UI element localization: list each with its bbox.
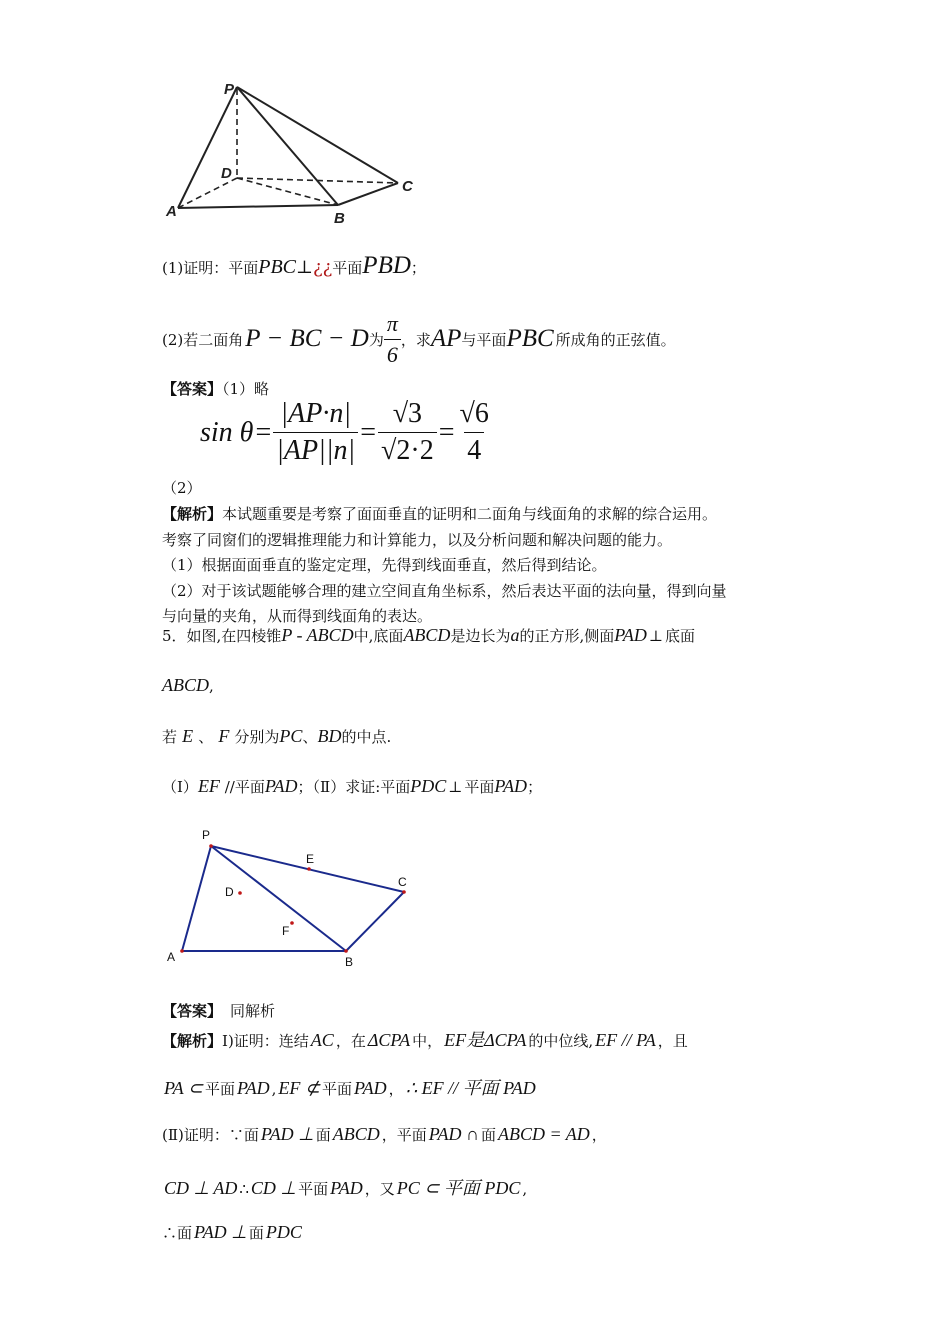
analysis-2-segment: CD ⊥ AD <box>164 1178 238 1198</box>
q2-dihedral-angle: P − BC − D <box>245 325 369 352</box>
problem-5-line-2 <box>162 675 214 703</box>
analysis-2-segment: EF // PA <box>595 1030 656 1050</box>
edge-pa <box>178 87 237 208</box>
analysis-label: 【解析】 <box>162 505 223 523</box>
analysis-2-segment: ∴面 <box>162 1224 193 1242</box>
p5-text: 的正方形,侧面 <box>519 627 615 645</box>
p5-text: 底面 <box>665 627 696 645</box>
q2-plane: PBC <box>506 325 554 352</box>
p5-text: 、 <box>302 728 318 746</box>
p5-text: 平面 <box>464 778 495 796</box>
analysis-1-line: 本试题重要是考察了面面垂直的证明和二面角与线面角的求解的综合运用。 <box>222 505 718 523</box>
analysis-2-segment: 面 <box>248 1224 264 1242</box>
analysis-2-segment: PAD <box>236 1078 270 1098</box>
q2-suffix: 所成角的正弦值。 <box>555 330 676 349</box>
analysis-1-line: 考察了同窗们的逻辑推理能力和计算能力，以及分析问题和解决问题的能力。 <box>162 530 673 549</box>
analysis-2-segment: PDC <box>265 1222 302 1242</box>
label-p: P <box>224 81 235 98</box>
answer-2-formula <box>200 398 492 467</box>
analysis-2-segment: 中， <box>412 1032 443 1050</box>
formula-frac-2 <box>378 398 437 467</box>
p5-text: 中,底面 <box>353 627 404 645</box>
p5-text: 是边长为 <box>450 627 511 645</box>
q2-yu: 与平面 <box>461 330 507 349</box>
analysis-2-segment: 平面 <box>298 1180 329 1198</box>
analysis-1-line: （1）根据面面垂直的鉴定定理，先得到线面垂直，然后得到结论。 <box>162 556 607 574</box>
analysis-2-row-1 <box>162 1026 688 1054</box>
analysis-2-segment: AC <box>310 1030 334 1050</box>
pyramid-figure-2 <box>160 822 420 972</box>
analysis-2-row-2 <box>162 1074 538 1102</box>
frac2-den: √2·2 <box>378 432 437 467</box>
p5-side: a <box>510 625 520 645</box>
pyramid-figure-1 <box>160 75 430 230</box>
edge-db <box>237 178 338 205</box>
point-c <box>402 890 406 894</box>
p5-text: ； <box>527 778 543 796</box>
analysis-2-segment: ， <box>388 1080 404 1098</box>
formula-eq-1: = <box>255 416 272 448</box>
analysis-2-segment: ，平面 <box>381 1126 427 1144</box>
p5-base: ABCD <box>403 625 451 645</box>
p5-pad: PAD <box>494 776 528 796</box>
analysis-2-row-5 <box>162 1222 304 1250</box>
analysis-2-segment: ，在 <box>335 1032 366 1050</box>
p5-text: 分别为 <box>234 728 280 746</box>
analysis-2-segment: ， <box>591 1126 607 1144</box>
edge-bc <box>346 892 404 951</box>
label-p: P <box>202 828 211 842</box>
label-c: C <box>398 875 407 889</box>
analysis-2-segment: PC ⊂ 平面 PDC <box>396 1178 521 1198</box>
p5-text: ；（Ⅱ）求证:平面 <box>297 778 411 796</box>
analysis-2-segment: PAD ⊥ <box>260 1124 314 1144</box>
answer-3-text: 同解析 <box>230 1002 276 1020</box>
point-p <box>209 844 213 848</box>
parallel-symbol: // <box>219 778 235 796</box>
q1-prefix: (1)证明：平面 <box>162 259 259 277</box>
q1-plane2: PBD <box>362 252 411 279</box>
analysis-2-row-4 <box>162 1174 527 1202</box>
frac3-den: 4 <box>464 432 484 467</box>
analysis-2-segment: (Ⅱ)证明：∵面 <box>162 1126 259 1144</box>
p5-pad: PAD <box>264 776 298 796</box>
analysis-2-segment: 的中位线, <box>528 1032 594 1050</box>
analysis-2-row-3 <box>162 1124 607 1152</box>
label-a: A <box>166 203 177 220</box>
edge-pc <box>237 87 398 183</box>
analysis-label: 【解析】 <box>162 1032 223 1050</box>
q2-frac-num: π <box>386 310 398 336</box>
analysis-2-segment: ΔCPA <box>367 1030 411 1050</box>
analysis-1-line: （2）对于该试题能够合理的建立空间直角坐标系，然后表达平面的法向量，得到向量 <box>162 581 727 600</box>
label-d: D <box>225 885 234 899</box>
answer-3 <box>162 1000 275 1021</box>
problem-5-line-3 <box>162 726 391 754</box>
p5-text: 的中点. <box>341 728 392 746</box>
edge-pa <box>182 846 211 951</box>
p5-text: , <box>209 677 214 695</box>
p5-text: 、 <box>198 728 214 746</box>
analysis-2-segment: EF是ΔCPA <box>444 1030 527 1050</box>
label-b: B <box>334 210 345 227</box>
analysis-2-segment: 平面 <box>204 1080 235 1098</box>
q2-frac-den: 6 <box>384 339 401 368</box>
analysis-2-segment: , <box>271 1080 277 1098</box>
q1-suffix: ； <box>410 259 426 277</box>
p5-text: 平面 <box>234 778 265 796</box>
p5-text: （Ⅰ） <box>162 778 198 796</box>
p5-ef: EF <box>197 776 220 796</box>
formula-eq-3: = <box>438 416 455 448</box>
p5-text: 5．如图,在四棱锥 <box>162 627 282 645</box>
analysis-2-segment: ∴ <box>239 1180 249 1198</box>
formula-frac-3 <box>457 398 492 467</box>
label-d: D <box>221 165 232 182</box>
perp-symbol: ⊥ <box>296 257 313 278</box>
question-2 <box>162 304 676 374</box>
point-f <box>290 921 294 925</box>
p5-base: ABCD <box>162 675 209 695</box>
q2-prefix: (2)若二面角 <box>162 330 244 349</box>
analysis-2-segment: PAD ⊥ <box>194 1222 247 1242</box>
p5-segment-bd: BD <box>317 726 342 746</box>
label-b: B <box>345 955 354 969</box>
analysis-2-segment: ∴ EF // 平面 PAD <box>405 1078 536 1098</box>
analysis-2-segment: Ⅰ)证明：连结 <box>222 1032 309 1050</box>
analysis-1-line: 与向量的夹角，从而得到线面角的表达。 <box>162 607 433 625</box>
frac3-num: √6 <box>459 398 489 429</box>
problem-5-line-4 <box>162 776 542 804</box>
analysis-2-segment: ，且 <box>657 1032 688 1050</box>
edge-pb <box>237 87 338 205</box>
formula-eq-2: = <box>360 416 377 448</box>
analysis-2-segment: ，又 <box>364 1180 395 1198</box>
analysis-2-segment: CD ⊥ <box>250 1178 297 1198</box>
p5-face: PAD <box>614 625 647 645</box>
label-f: F <box>282 924 290 938</box>
q1-mid: 平面 <box>332 259 363 277</box>
edge-da <box>178 178 237 208</box>
point-a <box>180 949 184 953</box>
analysis-2-segment: ABCD <box>332 1124 380 1144</box>
answer-2-label: （2） <box>162 479 202 497</box>
frac1-num: |AP·n| <box>280 398 352 429</box>
label-a: A <box>167 950 176 964</box>
p5-pdc: PDC <box>410 776 447 796</box>
p5-point-e: E <box>182 726 194 746</box>
problem-5-line-1 <box>162 625 695 653</box>
p5-point-f: F <box>218 726 230 746</box>
point-d <box>238 891 242 895</box>
label-e: E <box>306 852 315 866</box>
analysis-2-segment: EF ⊄ <box>278 1078 320 1098</box>
point-b <box>344 949 348 953</box>
glitch-chars: ¿¿ <box>312 257 333 278</box>
perp-symbol: ⊥ <box>648 627 664 645</box>
edge-bc <box>338 183 398 205</box>
p5-pyramid: P - ABCD <box>281 625 354 645</box>
q2-line-ap: AP <box>430 325 462 352</box>
analysis-2-segment: 平面 <box>321 1080 352 1098</box>
perp-symbol: ⊥ <box>448 778 463 796</box>
analysis-2-segment: , <box>522 1180 528 1198</box>
analysis-2-segment: PAD ∩ <box>428 1124 479 1144</box>
analysis-1 <box>162 502 727 630</box>
answer-1-text: （1）略 <box>222 380 270 398</box>
analysis-2-segment: 面 <box>315 1126 331 1144</box>
frac1-den: |AP||n| <box>273 432 358 467</box>
q2-fraction <box>384 311 401 368</box>
label-c: C <box>402 178 413 195</box>
edge-ab <box>178 205 338 208</box>
frac2-num: √3 <box>392 398 423 429</box>
q2-wei: 为 <box>368 330 384 349</box>
analysis-2-segment: PA ⊂ <box>164 1078 203 1098</box>
formula-frac-1 <box>273 398 358 467</box>
answer-label: 【答案】 <box>162 380 223 398</box>
analysis-2-segment: PAD <box>330 1178 363 1198</box>
analysis-2-segment: PAD <box>354 1078 387 1098</box>
formula-sin: sin θ <box>200 416 254 448</box>
answer-1 <box>162 378 269 399</box>
q2-qiu: ，求 <box>400 330 431 349</box>
q1-plane1: PBC <box>258 256 297 278</box>
p5-segment-pc: PC <box>279 726 303 746</box>
analysis-2-segment: 面 <box>480 1126 496 1144</box>
analysis-2-segment: ABCD = AD <box>497 1124 590 1144</box>
point-e <box>307 867 311 871</box>
p5-text: 若 <box>162 728 178 746</box>
answer-label: 【答案】 <box>162 1002 223 1020</box>
question-1 <box>162 252 426 280</box>
